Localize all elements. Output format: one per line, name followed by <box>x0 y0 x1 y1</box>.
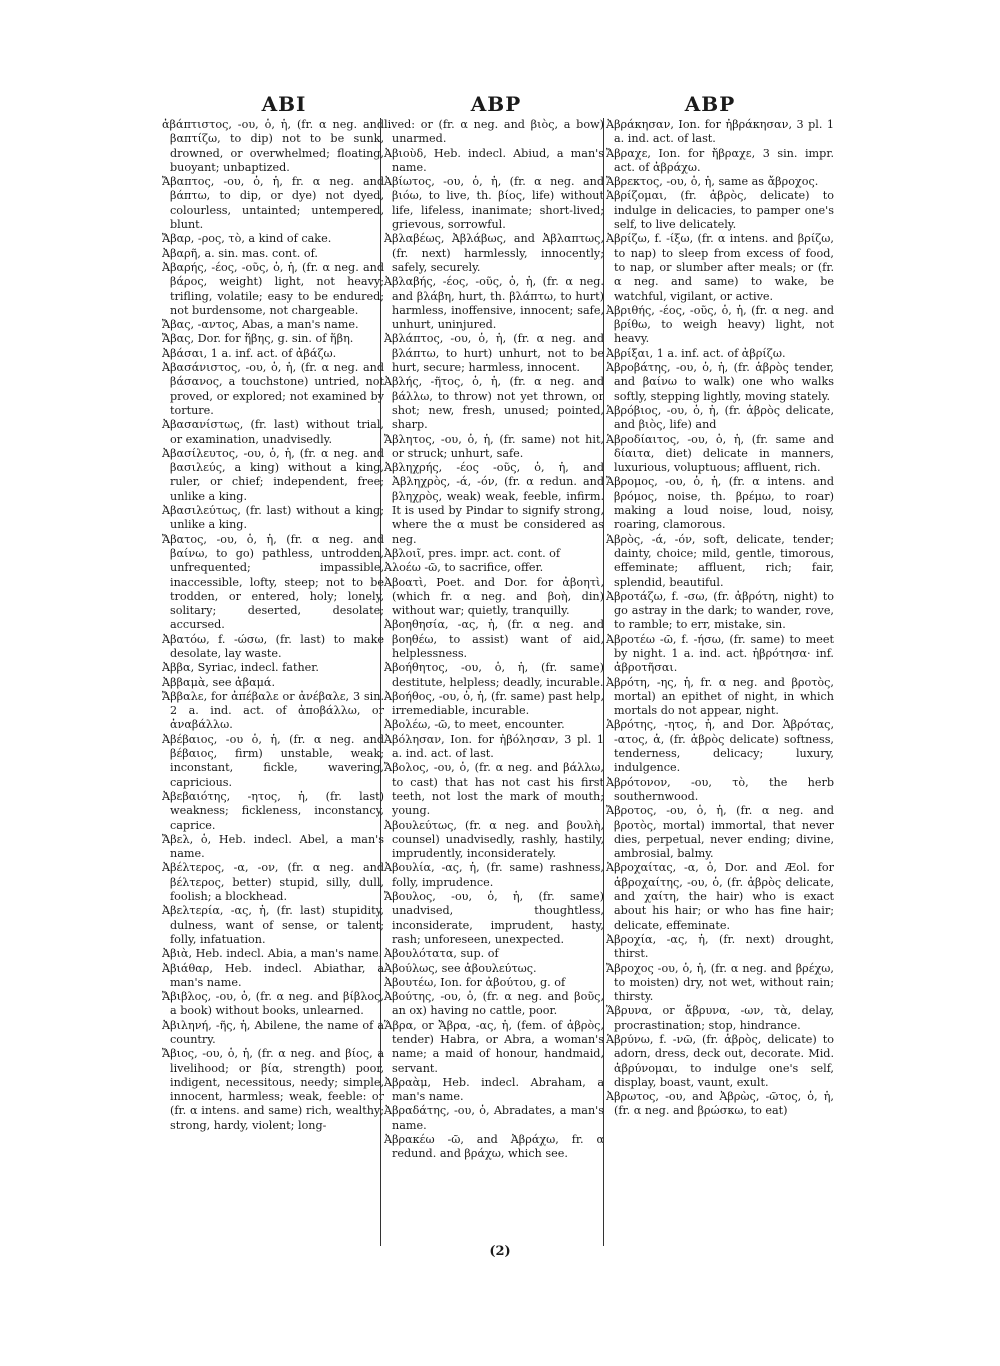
dictionary-entry: Ἀβαρής, -έος, -οῦς, ὁ, ἡ, (fr. α neg. and βάρος, weight) light, not heavy; trifling, volatile; easy to be endured; not burdensome, not chargeable. <box>162 260 384 317</box>
dictionary-entry: Ἀβολέω, -ῶ, to meet, encounter. <box>384 718 565 732</box>
dictionary-entry: Ἀβρίξαι, 1 a. inf. act. of ἀβρίζω. <box>606 346 786 360</box>
dictionary-entry: Ἀβεβαιότης, -ητος, ἡ, (fr. last) weakness; fickleness, inconstancy, caprice. <box>162 789 384 832</box>
dictionary-entry: Ἀβραὰμ, Heb. indecl. Abraham, a man's name. <box>384 1075 604 1104</box>
dictionary-entry: Ἄββαλε, for ἀπέβαλε or ἀνέβαλε, 3 sin. 2 a. ind. act. of ἀποβάλλω, or ἀναβάλλω. <box>162 689 384 732</box>
dictionary-entry: Ἄβραχε, Ion. for ἤβραχε, 3 sin. impr. act. of ἀβράχω. <box>606 146 834 174</box>
dictionary-entry: Ἀβέβαιος, -ου ὁ, ἡ, (fr. α neg. and βέβαιος, firm) unstable, weak; inconstant, fickle, wavering, capricious. <box>162 732 384 789</box>
dictionary-entry: Ἀββαμὰ, see ἀβαμά. <box>162 675 276 689</box>
dictionary-entry: Ἀβροτέω -ῶ, f. -ήσω, (fr. same) to meet by night. 1 a. ind. act. ἠβρότησα· inf. ἀβροτῆσαι. <box>606 632 834 675</box>
dictionary-entry: Ἀβιοὺδ, Heb. indecl. Abiud, a man's name. <box>384 146 604 174</box>
dictionary-entry: Ἄβας, -αντος, Abas, a man's name. <box>162 318 359 332</box>
dictionary-entry: Ἀβουλότατα, sup. of <box>384 947 499 961</box>
dictionary-entry: Ἄβατος, -ου, ὁ, ἡ, (fr. α neg. and βαίνω, to go) pathless, untrodden, unfrequented; impassible, inaccessible, lofty, steep; not to be trodden, or entered, holy; lonely, solitary; deserted, desolate; accursed. <box>162 532 384 632</box>
dictionary-entry: Ἄβαπτος, -ου, ὁ, ἡ, fr. α neg. and βάπτω, to dip, or dye) not dyed, colourless, untainted; untempered, blunt. <box>162 175 384 232</box>
dictionary-entry: Ἁβροδίαιτος, -ου, ὁ, ἡ, (fr. same and δίαιτα, diet) delicate in manners, luxurious, voluptuous; affluent, rich. <box>606 432 834 475</box>
dictionary-entry: Ἀβρότη, -ης, ἡ, fr. α neg. and βροτὸς, mortal) an epithet of night, in which mortals do not appear, night. <box>606 675 834 718</box>
dictionary-entry: Ἀβασανίστως, (fr. last) without trial, or examination, unadvisedly. <box>162 418 384 446</box>
dictionary-entry: Ἁβρότης, -ητος, ἡ, and Dor. Ἁβρότας, -ατος, ἁ, (fr. ἁβρὸς delicate) softness, tenderness, delicacy; luxury, indulgence. <box>606 718 834 775</box>
dictionary-entry: Ἀββα, Syriac, indecl. father. <box>162 661 319 675</box>
dictionary-entry: Ἁβροβάτης, -ου, ὁ, ἡ, (fr. ἁβρὸς tender, and βαίνω to walk) one who walks softly, stepping lightly, moving stately. <box>606 361 834 403</box>
dictionary-entry: Ἀβρότονον, -ου, τὸ, the herb southernwood. <box>606 775 834 803</box>
dictionary-entry: Ἁβρίζομαι, (fr. ἁβρὸς, delicate) to indulge in delicacies, to pamper one's self, to live delicately. <box>606 189 834 232</box>
dictionary-entry: Ἄβελ, ὁ, Heb. indecl. Abel, a man's name. <box>162 832 384 861</box>
dictionary-entry: Ἅβρα, or Ἄβρα, -ας, ἡ, (fem. of ἁβρὸς, tender) Habra, or Abra, a woman's name; a maid of honour, handmaid, servant. <box>384 1018 604 1075</box>
dictionary-entry: Ἀβλαβής, -έος, -οῦς, ὁ, ἡ, (fr. α neg. and βλάβη, hurt, th. βλάπτω, to hurt) harmless, inoffensive, innocent; safe, unhurt, uninjured. <box>384 275 604 332</box>
dictionary-column-1 <box>162 118 384 1133</box>
dictionary-entry: Ἀβασιλεύτως, (fr. last) without a king; unlike a king. <box>162 504 384 532</box>
dictionary-entry: Ἀβρακέω -ῶ, and Ἀβράχω, fr. α redund. and βράχω, which see. <box>384 1133 604 1161</box>
dictionary-entry: Ἀβουτέω, Ion. for ἀβούτου, g. of <box>384 975 566 989</box>
dictionary-entry: Ἀβασίλευτος, -ου, ὁ, ἡ, (fr. α neg. and βασιλεύς, a king) without a king, ruler, or chief; independent, free; unlike a king. <box>162 446 384 503</box>
dictionary-entry: Ἄβαρ, -ρος, τὸ, a kind of cake. <box>162 232 332 246</box>
dictionary-entry: Ἀβραδάτης, -ου, ὁ, Abradates, a man's name. <box>384 1104 604 1132</box>
dictionary-entry: Ἀβοηθησία, -ας, ἡ, (fr. α neg. and βοηθέω, to assist) want of aid, helplessness. <box>384 618 604 660</box>
dictionary-entry: Ἀβλαβέως, Ἀβλάβως, and Ἀβλαπτως, (fr. next) harmlessly, innocently; safely, securely. <box>384 232 604 274</box>
dictionary-entry: Ἁβρὸς, -ά, -όν, soft, delicate, tender; dainty, choice; mild, gentle, timorous, effeminate; affluent, rich; fair, splendid, beautiful. <box>606 532 834 589</box>
dictionary-entry: Ἄβολος, -ου, ὁ, (fr. α neg. and βάλλω, to cast) that has not cast his first teeth, not lost the mark of mouth; young. <box>384 761 604 818</box>
dictionary-entry: Ἀβλοιῖ, pres. impr. act. cont. of <box>384 546 561 560</box>
dictionary-entry: Ἀβούτης, -ου, ὁ, (fr. α neg. and βοῦς, an ox) having no cattle, poor. <box>384 990 604 1018</box>
dictionary-entry: Ἄβας, Dor. for ἥβης, g. sin. of ἥβη. <box>162 332 354 346</box>
dictionary-column-2 <box>384 118 604 1162</box>
dictionary-entry: Ἀβιὰ, Heb. indecl. Abia, a man's name. <box>162 947 383 961</box>
dictionary-entry: Ἀβιληνή, -ῆς, ἡ, Abilene, the name of a country. <box>162 1018 384 1046</box>
dictionary-entry: Ἀβελτερία, -ας, ἡ, (fr. last) stupidity, dulness, want of sense, or talent; folly, infatuation. <box>162 904 384 946</box>
dictionary-entry: Ἄβιος, -ου, ὁ, ἡ, (fr. α neg. and βίος, a livelihood; or βία, strength) poor, indigent, necessitous, needy; simple, innocent, harmless; weak, feeble: or (fr. α intens. and same) rich, wealthy; strong, hardy, violent; long- <box>162 1047 384 1132</box>
dictionary-entry: Ἀβράκησαν, Ion. for ἠβράκησαν, 3 pl. 1 a. ind. act. of last. <box>606 118 834 146</box>
dictionary-entry: Ἀβρίζω, f. -ίξω, (fr. α intens. and βρίζω, to nap) to sleep from excess of food, to nap, or slumber after meals; or (fr. α neg. and same) to wake, be watchful, vigilant, or active. <box>606 232 834 303</box>
dictionary-entry: Ἄβλητος, -ου, ὁ, ἡ, (fr. same) not hit, or struck; unhurt, safe. <box>384 432 604 460</box>
dictionary-entry: Ἄβουλος, -ου, ὁ, ἡ, (fr. same) unadvised, thoughtless, inconsiderate, imprudent, hasty, rash; unforeseen, unexpected. <box>384 890 604 946</box>
dictionary-entry: Ἀβροχία, -ας, ἡ, (fr. next) drought, thirst. <box>606 932 834 961</box>
dictionary-entry: Ἀβριθής, -έος, -οῦς, ὁ, ἡ, (fr. α neg. and βρίθω, to weigh heavy) light, not heavy. <box>606 303 834 346</box>
dictionary-entry: Ἀβοήθος, -ου, ὁ, ἡ, (fr. same) past help, irremediable, incurable. <box>384 689 604 718</box>
running-header-left: ABI <box>261 92 307 116</box>
dictionary-column-3 <box>606 118 834 1119</box>
dictionary-entry: Ἀβοατὶ, Poet. and Dor. for ἀβοητὶ, (which fr. α neg. and βοὴ, din) without war; quietly, tranquilly. <box>384 575 604 618</box>
dictionary-entry: Ἀβούλως, see ἀβουλεύτως. <box>384 961 537 975</box>
dictionary-entry: Ἀβάσαι, 1 a. inf. act. of ἀβάζω. <box>162 346 337 360</box>
dictionary-entry: Ἁβροχαίτας, -α, ὁ, Dor. and Æol. for ἁβροχαίτης, -ου, ὁ, (fr. ἁβρὸς delicate, and χαίτη, the hair) who is exact about his hair; or who has fine hair; delicate, effeminate. <box>606 861 834 932</box>
dictionary-entry: Ἀβιάθαρ, Heb. indecl. Abiathar, a man's name. <box>162 961 384 989</box>
dictionary-entry: Ἀβασάνιστος, -ου, ὁ, ἡ, (fr. α neg. and βάσανος, a touchstone) untried, not proved, or explored; not examined by torture. <box>162 361 384 417</box>
dictionary-entry: Ἀβίωτος, -ου, ὁ, ἡ, (fr. α neg. and βιόω, to live, th. βίος, life) without life, lifeless, inanimate; short-lived; grievous, sorrowful. <box>384 175 604 232</box>
dictionary-entry: Ἁβρύνω, f. -νῶ, (fr. ἁβρὸς, delicate) to adorn, dress, deck out, decorate. Mid. ἁβρύνομαι, to indulge one's self, display, boast, vaunt, exult. <box>606 1033 834 1089</box>
dictionary-entry: Ἀβουλεύτως, (fr. α neg. and βουλὴ, counsel) unadvisedly, rashly, hastily, imprudently, inconsiderately. <box>384 818 604 861</box>
dictionary-entry: Ἀβατόω, f. -ώσω, (fr. last) to make desolate, lay waste. <box>162 632 384 660</box>
dictionary-entry: Ἄβιβλος, -ου, ὁ, (fr. α neg. and βίβλος, a book) without books, unlearned. <box>162 990 384 1018</box>
dictionary-entry: Ἄβρεκτος, -ου, ὁ, ἡ, same as ἄβροχος. <box>606 175 819 189</box>
column-divider <box>380 118 381 1246</box>
dictionary-entry: Ἀβόλησαν, Ion. for ἠβόλησαν, 3 pl. 1 a. ind. act. of last. <box>384 732 604 761</box>
dictionary-entry: Ἁβρόβιος, -ου, ὁ, ἡ, (fr. ἁβρὸς delicate, and βιὸς, life) and <box>606 403 834 432</box>
dictionary-entry: Ἄβροχος -ου, ὁ, ἡ, (fr. α neg. and βρέχω, to moisten) dry, not wet, without rain; thirsty. <box>606 961 834 1004</box>
dictionary-entry: Ἀβουλία, -ας, ἡ, (fr. same) rashness, folly, imprudence. <box>384 861 604 889</box>
dictionary-entry: Ἀλοέω -ῶ, to sacrifice, offer. <box>384 561 544 575</box>
dictionary-entry: ἀβάπτιστος, -ου, ὁ, ἡ, (fr. α neg. and βαπτίζω, to dip) not to be sunk, drowned, or overwhelmed; floating, buoyant; unbaptized. <box>162 118 384 174</box>
dictionary-entry: Ἀβοήθητος, -ου, ὁ, ἡ, (fr. same) destitute, helpless; deadly, incurable. <box>384 661 604 689</box>
page-number: (2) <box>489 1244 511 1259</box>
dictionary-entry: Ἀβληχρής, -έος -οῦς, ὁ, ἡ, and Ἀβληχρὸς, -ά, -όν, (fr. α redun. and βληχρὸς, weak) weak, feeble, infirm. It is used by Pindar to signify strong, where the α must be considered as neg. <box>384 461 604 546</box>
dictionary-entry: lived: or (fr. α neg. and βιὸς, a bow) unarmed. <box>384 118 604 146</box>
running-header-right: ABP <box>684 92 736 116</box>
dictionary-entry: Ἄβροτος, -ου, ὁ, ἡ, (fr. α neg. and βροτὸς, mortal) immortal, that never dies, perpetual, never ending; divine, ambrosial, balmy. <box>606 804 834 861</box>
dictionary-entry: Ἀβαρῆ, a. sin. mas. cont. of. <box>162 246 318 260</box>
dictionary-entry: Ἅβρυνα, or ἄβρυνα, -ων, τὰ, delay, procrastination; stop, hindrance. <box>606 1004 834 1032</box>
dictionary-entry: Ἀβλής, -ῆτος, ὁ, ἡ, (fr. α neg. and βάλλω, to throw) not yet thrown, or shot; new, fresh, unused; pointed, sharp. <box>384 375 604 432</box>
dictionary-entry: Ἀβλάπτος, -ου, ὁ, ἡ, (fr. α neg. and βλάπτω, to hurt) unhurt, not to be hurt, secure; harmless, innocent. <box>384 332 604 375</box>
dictionary-entry: Ἀβροτάζω, f. -σω, (fr. ἀβρότη, night) to go astray in the dark; to wander, rove, to ramble; to err, mistake, sin. <box>606 589 834 632</box>
column-divider <box>603 118 604 1246</box>
dictionary-entry: Ἀβέλτερος, -α, -ον, (fr. α neg. and βέλτερος, better) stupid, silly, dull, foolish; a blockhead. <box>162 861 384 904</box>
dictionary-entry: Ἄβρομος, -ου, ὁ, ἡ, (fr. α intens. and βρόμος, noise, th. βρέμω, to roar) making a loud noise, loud, noisy, roaring, clamorous. <box>606 475 834 532</box>
running-header-center: ABP <box>470 92 522 116</box>
dictionary-entry: Ἀβρωτος, -ου, and Ἀβρὼς, -ῶτος, ὁ, ἡ, (fr. α neg. and βρώσκω, to eat) <box>606 1090 834 1118</box>
